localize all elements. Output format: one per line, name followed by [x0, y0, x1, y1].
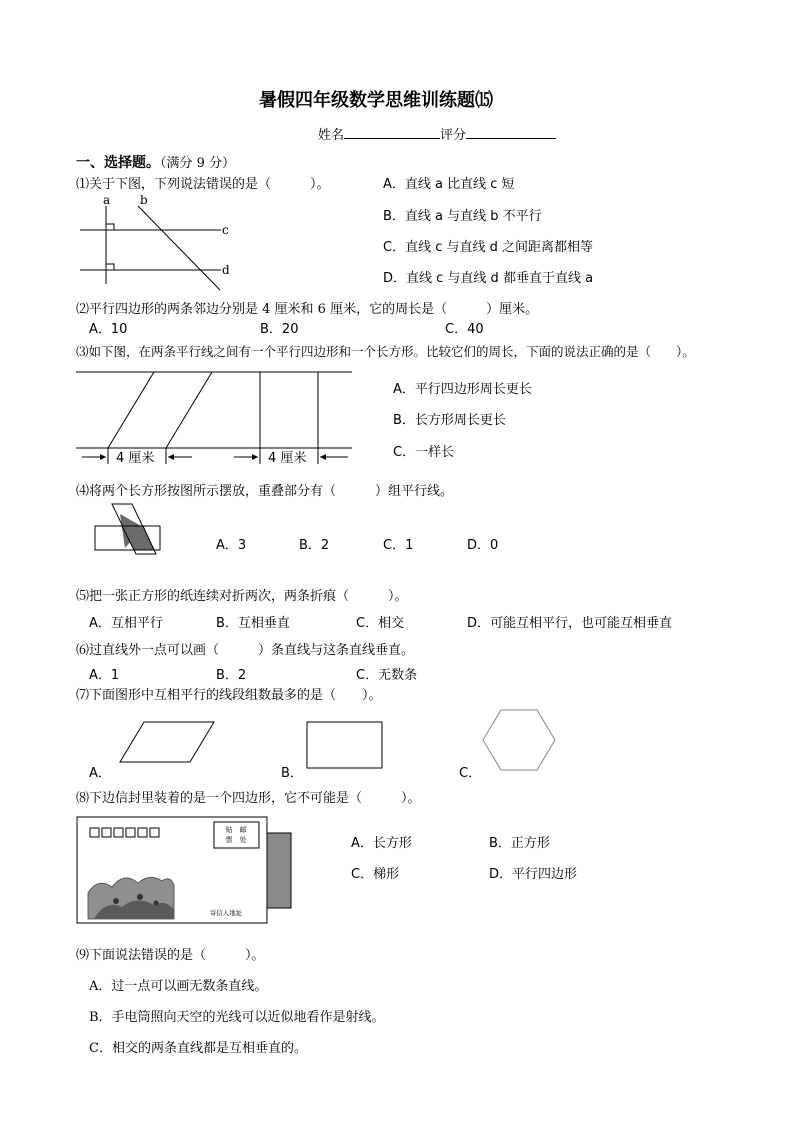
q7-option-b[interactable]: B．	[281, 766, 303, 781]
q7-option-a[interactable]: A．	[89, 766, 111, 781]
q8-option-b[interactable]: B．正方形	[489, 836, 550, 851]
q3-figure	[76, 368, 356, 468]
q5-option-d[interactable]: D．可能互相平行，也可能互相垂直	[467, 616, 673, 631]
q4-option-c[interactable]: C．1	[383, 538, 414, 553]
q1-text: ⑴关于下图，下列说法错误的是（ ）。	[76, 177, 330, 192]
q2-option-b[interactable]: B．20	[260, 322, 299, 337]
q2-text: ⑵平行四边形的两条邻边分别是 4 厘米和 6 厘米，它的周长是（ ）厘米。	[76, 302, 539, 317]
q7-figure-parallelogram	[120, 720, 216, 764]
q4-option-a[interactable]: A．3	[216, 538, 247, 553]
q4-option-b[interactable]: B．2	[299, 538, 330, 553]
q7-option-c[interactable]: C．	[459, 766, 482, 781]
q3-option-b[interactable]: B．长方形周长更长	[393, 413, 506, 428]
q1-option-d[interactable]: D．直线 c 与直线 d 都垂直于直线 a	[383, 271, 594, 286]
q8-option-a[interactable]: A．长方形	[351, 836, 412, 851]
q3-label-right: 4 厘米	[268, 451, 307, 466]
q6-option-b[interactable]: B．2	[216, 668, 247, 683]
score-blank	[466, 124, 556, 139]
q8-stamp-text-1: 贴 邮	[225, 826, 247, 834]
section-heading	[76, 152, 235, 172]
q4-figure	[92, 504, 164, 568]
q5-option-b[interactable]: B．互相垂直	[216, 616, 290, 631]
q7-figure-rectangle	[306, 721, 384, 769]
section-note: （满分 9 分）	[160, 156, 236, 171]
q9-option-c[interactable]: C．相交的两条直线都是互相垂直的。	[89, 1041, 307, 1056]
q6-option-c[interactable]: C．无数条	[356, 668, 418, 683]
q3-option-c[interactable]: C．一样长	[393, 445, 455, 460]
q1-label-b: b	[140, 193, 148, 207]
q8-sender-address: 寄信人地址	[209, 909, 243, 917]
page-title: 暑假四年级数学思维训练题⒂	[259, 90, 493, 111]
q5-option-c[interactable]: C．相交	[356, 616, 405, 631]
q9-option-b[interactable]: B．手电筒照向天空的光线可以近似地看作是射线。	[89, 1010, 385, 1025]
name-score-line	[318, 124, 556, 143]
q7-text: ⑺下面图形中互相平行的线段组数最多的是（ ）。	[76, 688, 382, 703]
q1-label-d: d	[222, 263, 230, 277]
q4-option-d[interactable]: D．0	[467, 538, 499, 553]
q6-text: ⑹过直线外一点可以画（ ）条直线与这条直线垂直。	[76, 643, 415, 658]
q8-option-c[interactable]: C．梯形	[351, 867, 400, 882]
q9-option-a[interactable]: A．过一点可以画无数条直线。	[89, 979, 268, 994]
section-title: 一、选择题。	[76, 155, 160, 171]
q8-text: ⑻下边信封里装着的是一个四边形，它不可能是（ ）。	[76, 791, 421, 806]
q3-option-a[interactable]: A．平行四边形周长更长	[393, 382, 532, 397]
q6-option-a[interactable]: A．1	[89, 668, 120, 683]
name-blank	[344, 124, 440, 139]
q2-option-a[interactable]: A．10	[89, 322, 128, 337]
score-label: 评分	[440, 128, 467, 143]
q4-text: ⑷将两个长方形按图所示摆放，重叠部分有（ ）组平行线。	[76, 484, 454, 499]
q3-label-left: 4 厘米	[116, 451, 155, 466]
q2-option-c[interactable]: C．40	[445, 322, 484, 337]
name-label: 姓名	[318, 128, 345, 143]
q1-label-c: c	[222, 223, 229, 237]
q1-option-a[interactable]: A．直线 a 比直线 c 短	[383, 177, 515, 192]
q7-figure-hexagon	[482, 709, 558, 773]
q8-stamp-text-2: 票 处	[225, 836, 247, 844]
q1-option-b[interactable]: B．直线 a 与直线 b 不平行	[383, 209, 542, 224]
q5-option-a[interactable]: A．互相平行	[89, 616, 163, 631]
q5-text: ⑸把一张正方形的纸连续对折两次，两条折痕（ ）。	[76, 589, 408, 604]
q9-text: ⑼下面说法错误的是（ ）。	[76, 948, 265, 963]
q1-figure	[76, 194, 246, 294]
q1-label-a: a	[103, 193, 111, 207]
q1-option-c[interactable]: C．直线 c 与直线 d 之间距离都相等	[383, 240, 594, 255]
q8-option-d[interactable]: D．平行四边形	[489, 867, 578, 882]
q8-envelope	[76, 815, 296, 927]
q3-text: ⑶如下图，在两条平行线之间有一个平行四边形和一个长方形。比较它们的周长，下面的说法正确的是（ ）。	[76, 344, 695, 359]
